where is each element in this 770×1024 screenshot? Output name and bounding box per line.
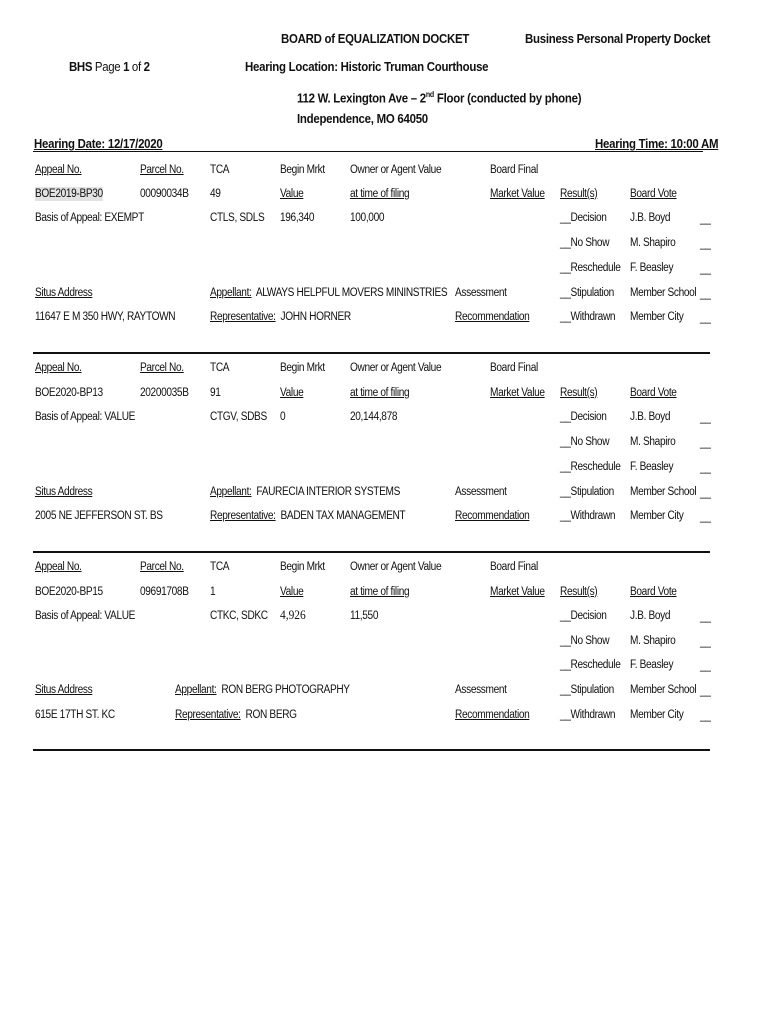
market-value-label: Market Value: [490, 188, 545, 200]
owner-value: 11,550: [350, 610, 379, 622]
page-of: of: [131, 59, 141, 74]
representative-line: [210, 509, 405, 523]
address-sup: nd: [425, 90, 434, 99]
appellant-line: [175, 683, 350, 697]
representative-line: [175, 708, 297, 722]
vote-member-school: Member School: [630, 486, 697, 498]
appellant-name: ALWAYS HELPFUL MOVERS MININSTRIES: [255, 287, 448, 299]
representative-line: [210, 310, 351, 324]
parcel-no-label: Parcel No.: [140, 164, 184, 176]
filing-label: at time of filing: [350, 188, 410, 200]
tca-code: CTGV, SDBS: [210, 411, 267, 423]
tca-value: 1: [210, 586, 216, 598]
page-word: Page: [94, 59, 121, 74]
vote-member-school: Member School: [630, 287, 697, 299]
vote-beasley: F. Beasley: [630, 659, 674, 671]
vote-blank[interactable]: __: [700, 685, 711, 697]
result-no-show[interactable]: __No Show: [560, 436, 610, 448]
vote-blank[interactable]: __: [700, 412, 711, 424]
market-value-label: Market Value: [490, 586, 545, 598]
vote-blank[interactable]: __: [700, 213, 711, 225]
representative-label: Representative:: [210, 510, 276, 522]
result-withdrawn[interactable]: __Withdrawn: [560, 510, 616, 522]
parcel-no: 00090034B: [140, 188, 189, 200]
situs-label: Situs Address: [35, 486, 93, 498]
result-reschedule[interactable]: __Reschedule: [560, 461, 621, 473]
hearing-time: Hearing Time: 10:00 AM: [595, 136, 719, 151]
recommendation-label: Recommendation: [455, 311, 530, 323]
appeal-no-label: Appeal No.: [35, 561, 82, 573]
board-final-label: Board Final: [490, 164, 538, 176]
vote-blank[interactable]: __: [700, 636, 711, 648]
filing-label: at time of filing: [350, 586, 410, 598]
begin-mrkt-label: Begin Mrkt: [280, 362, 325, 374]
vote-blank[interactable]: __: [700, 611, 711, 623]
appeal-no-label: Appeal No.: [35, 164, 82, 176]
basis-value: VALUE: [104, 411, 136, 423]
basis-label: Basis of Appeal:: [35, 212, 105, 224]
result-stipulation[interactable]: __Stipulation: [560, 486, 614, 498]
assessment-label: Assessment: [455, 287, 507, 299]
basis-of-appeal: [35, 211, 144, 225]
tca-label: TCA: [210, 362, 230, 374]
docket-title: BOARD of EQUALIZATION DOCKET: [281, 31, 470, 46]
tca-label: TCA: [210, 164, 230, 176]
appellant-name: RON BERG PHOTOGRAPHY: [221, 684, 350, 696]
result-decision[interactable]: __Decision: [560, 610, 607, 622]
vote-blank[interactable]: __: [700, 710, 711, 722]
appellant-line: [210, 286, 447, 300]
vote-beasley: F. Beasley: [630, 461, 674, 473]
docket-type: Business Personal Property Docket: [525, 31, 711, 46]
board-final-label: Board Final: [490, 561, 538, 573]
hearing-location: Hearing Location: Historic Truman Courthouse: [245, 59, 489, 74]
appellant-label: Appellant:: [210, 287, 252, 299]
value-label: Value: [280, 586, 304, 598]
parcel-no: 09691708B: [140, 586, 189, 598]
parcel-no-label: Parcel No.: [140, 362, 184, 374]
assessment-label: Assessment: [455, 684, 507, 696]
tca-value: 91: [210, 387, 221, 399]
results-label: Result(s): [560, 387, 598, 399]
tca-code: CTKC, SDKC: [210, 610, 268, 622]
results-label: Result(s): [560, 188, 598, 200]
begin-value: 4,926: [280, 607, 306, 622]
hearing-date: Hearing Date: 12/17/2020: [34, 136, 163, 151]
page-indicator: [69, 60, 150, 74]
appeal-no: BOE2019-BP30: [35, 188, 103, 200]
tca-value: 49: [210, 188, 221, 200]
appellant-label: Appellant:: [210, 486, 252, 498]
begin-value: 0: [280, 411, 286, 423]
representative-label: Representative:: [175, 709, 241, 721]
vote-blank[interactable]: __: [700, 487, 711, 499]
address-line-b: Floor (conducted by phone): [433, 90, 582, 106]
situs-address: 615E 17TH ST. KC: [35, 709, 115, 721]
board-vote-label: Board Vote: [630, 387, 677, 399]
market-value-label: Market Value: [490, 387, 545, 399]
begin-value: 196,340: [280, 212, 315, 224]
vote-member-city: Member City: [630, 510, 684, 522]
vote-beasley: F. Beasley: [630, 262, 674, 274]
basis-label: Basis of Appeal:: [35, 610, 105, 622]
result-no-show[interactable]: __No Show: [560, 635, 610, 647]
owner-value-label: Owner or Agent Value: [350, 561, 442, 573]
page-number: 1: [123, 59, 130, 74]
value-label: Value: [280, 387, 304, 399]
vote-boyd: J.B. Boyd: [630, 212, 671, 224]
vote-blank[interactable]: __: [700, 511, 711, 523]
vote-shapiro: M. Shapiro: [630, 237, 676, 249]
address-line-a: 112 W. Lexington Ave – 2: [297, 90, 426, 106]
parcel-no: 20200035B: [140, 387, 189, 399]
vote-boyd: J.B. Boyd: [630, 610, 671, 622]
vote-member-school: Member School: [630, 684, 697, 696]
tca-code: CTLS, SDLS: [210, 212, 265, 224]
representative-name: BADEN TAX MANAGEMENT: [280, 510, 406, 522]
result-stipulation[interactable]: __Stipulation: [560, 684, 614, 696]
owner-value: 100,000: [350, 212, 385, 224]
result-withdrawn[interactable]: __Withdrawn: [560, 311, 616, 323]
result-stipulation[interactable]: __Stipulation: [560, 287, 614, 299]
result-decision[interactable]: __Decision: [560, 411, 607, 423]
representative-name: JOHN HORNER: [280, 311, 351, 323]
representative-name: RON BERG: [245, 709, 297, 721]
appeal-no-label: Appeal No.: [35, 362, 82, 374]
page-total: 2: [143, 59, 150, 74]
begin-mrkt-label: Begin Mrkt: [280, 561, 325, 573]
basis-value: EXEMPT: [104, 212, 144, 224]
value-label: Value: [280, 188, 304, 200]
owner-value: 20,144,878: [350, 411, 398, 423]
assessment-label: Assessment: [455, 486, 507, 498]
vote-blank[interactable]: __: [700, 238, 711, 250]
result-decision[interactable]: __Decision: [560, 212, 607, 224]
vote-blank[interactable]: __: [700, 312, 711, 324]
board-final-label: Board Final: [490, 362, 538, 374]
situs-label: Situs Address: [35, 684, 93, 696]
vote-blank[interactable]: __: [700, 462, 711, 474]
owner-value-label: Owner or Agent Value: [350, 164, 442, 176]
appeal-no: BOE2020-BP15: [35, 586, 103, 598]
page-prefix: BHS: [69, 59, 93, 74]
owner-value-label: Owner or Agent Value: [350, 362, 442, 374]
basis-value: VALUE: [104, 610, 136, 622]
recommendation-label: Recommendation: [455, 510, 530, 522]
basis-label: Basis of Appeal:: [35, 411, 105, 423]
block-divider: [33, 551, 710, 553]
representative-label: Representative:: [210, 311, 276, 323]
result-reschedule[interactable]: __Reschedule: [560, 659, 621, 671]
appellant-label: Appellant:: [175, 684, 217, 696]
result-reschedule[interactable]: __Reschedule: [560, 262, 621, 274]
basis-of-appeal: [35, 410, 135, 424]
appeal-no: BOE2020-BP13: [35, 387, 103, 399]
header-underline: [33, 151, 703, 152]
appellant-name: FAURECIA INTERIOR SYSTEMS: [256, 486, 401, 498]
vote-member-city: Member City: [630, 311, 684, 323]
vote-blank[interactable]: __: [700, 263, 711, 275]
vote-member-city: Member City: [630, 709, 684, 721]
block-divider: [33, 749, 710, 751]
filing-label: at time of filing: [350, 387, 410, 399]
parcel-no-label: Parcel No.: [140, 561, 184, 573]
block-divider: [33, 352, 710, 354]
vote-blank[interactable]: __: [700, 660, 711, 672]
vote-shapiro: M. Shapiro: [630, 635, 676, 647]
vote-blank[interactable]: __: [700, 437, 711, 449]
basis-of-appeal: [35, 609, 135, 623]
hearing-city: Independence, MO 64050: [297, 111, 428, 126]
result-withdrawn[interactable]: __Withdrawn: [560, 709, 616, 721]
tca-label: TCA: [210, 561, 230, 573]
vote-shapiro: M. Shapiro: [630, 436, 676, 448]
results-label: Result(s): [560, 586, 598, 598]
result-no-show[interactable]: __No Show: [560, 237, 610, 249]
appellant-line: [210, 485, 400, 499]
board-vote-label: Board Vote: [630, 586, 677, 598]
board-vote-label: Board Vote: [630, 188, 677, 200]
vote-boyd: J.B. Boyd: [630, 411, 671, 423]
situs-address: 2005 NE JEFFERSON ST. BS: [35, 510, 163, 522]
begin-mrkt-label: Begin Mrkt: [280, 164, 325, 176]
situs-label: Situs Address: [35, 287, 93, 299]
vote-blank[interactable]: __: [700, 288, 711, 300]
situs-address: 11647 E M 350 HWY, RAYTOWN: [35, 311, 176, 323]
hearing-address: [297, 88, 581, 105]
recommendation-label: Recommendation: [455, 709, 530, 721]
